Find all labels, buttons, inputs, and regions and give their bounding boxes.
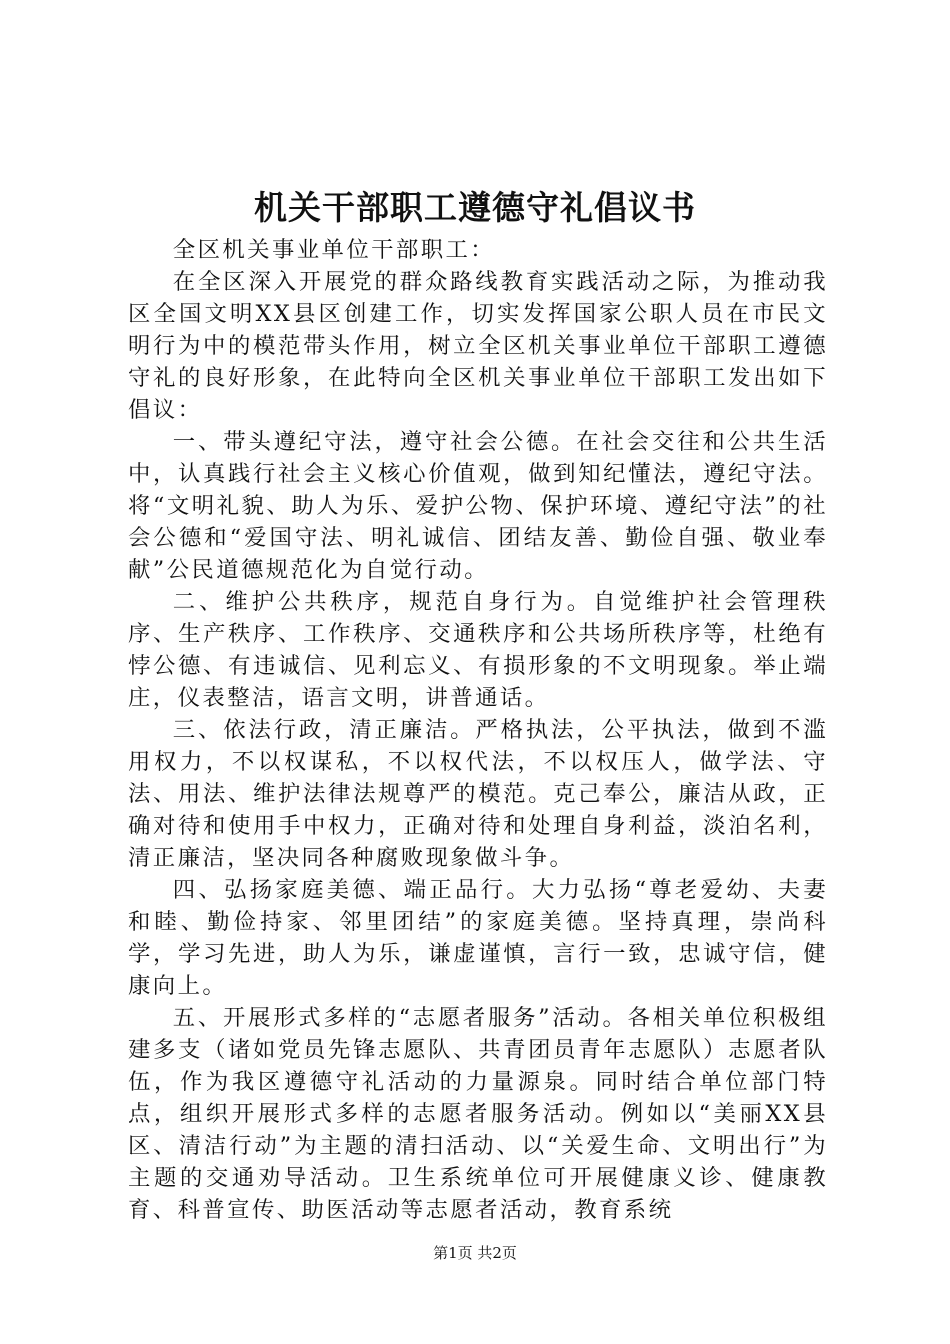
paragraph-item-2: 二、维护公共秩序，规范自身行为。自觉维护社会管理秩序、生产秩序、工作秩序、交通秩序和公共场所秩序等，杜绝有悖公德、有违诚信、见利忘义、有损形象的不文明现象。举止端庄，仪表整洁，语言文明，讲普通话。 [128, 589, 828, 711]
paragraph-item-5: 五、开展形式多样的“志愿者服务”活动。各相关单位积极组建多支（诸如党员先锋志愿队、共青团员青年志愿队）志愿者队伍，作为我区遵德守礼活动的力量源泉。同时结合单位部门特点，组织开展形式多样的志愿者服务活动。例如以“美丽XX县区、清洁行动”为主题的清扫活动、以“关爱生命、文明出行”为主题的交通劝导活动。卫生系统单位可开展健康义诊、健康教育、科普宣传、助医活动等志愿者活动，教育系统 [128, 1005, 828, 1223]
document-body [128, 234, 828, 1226]
salutation: 全区机关事业单位干部职工： [172, 237, 496, 263]
paragraph-item-3: 三、依法行政，清正廉洁。严格执法，公平执法，做到不滥用权力，不以权谋私，不以权代法，不以权压人，做学法、守法、用法、维护法律法规尊严的模范。克己奉公，廉洁从政，正确对待和使用手中权力，正确对待和处理自身利益，淡泊名利，清正廉洁，坚决同各种腐败现象做斗争。 [128, 717, 828, 871]
page-footer: 第1页 共2页 [433, 1244, 517, 1262]
document-title: 机关干部职工遵德守礼倡议书 [254, 188, 696, 227]
paragraph-intro: 在全区深入开展党的群众路线教育实践活动之际，为推动我区全国文明XX县区创建工作，切实发挥国家公职人员在市民文明行为中的模范带头作用，树立全区机关事业单位干部职工遵德守礼的良好形象，在此特向全区机关事业单位干部职工发出如下倡议： [128, 269, 828, 423]
paragraph-item-4: 四、弘扬家庭美德、端正品行。大力弘扬“尊老爱幼、夫妻和睦、勤俭持家、邻里团结”的家庭美德。坚持真理，崇尚科学，学习先进，助人为乐，谦虚谨慎，言行一致，忠诚守信，健康向上。 [128, 877, 828, 999]
paragraph-item-1: 一、带头遵纪守法，遵守社会公德。在社会交往和公共生活中，认真践行社会主义核心价值观，做到知纪懂法，遵纪守法。将“文明礼貌、助人为乐、爱护公物、保护环境、遵纪守法”的社会公德和“爱国守法、明礼诚信、团结友善、勤俭自强、敬业奉献”公民道德规范化为自觉行动。 [128, 429, 828, 583]
